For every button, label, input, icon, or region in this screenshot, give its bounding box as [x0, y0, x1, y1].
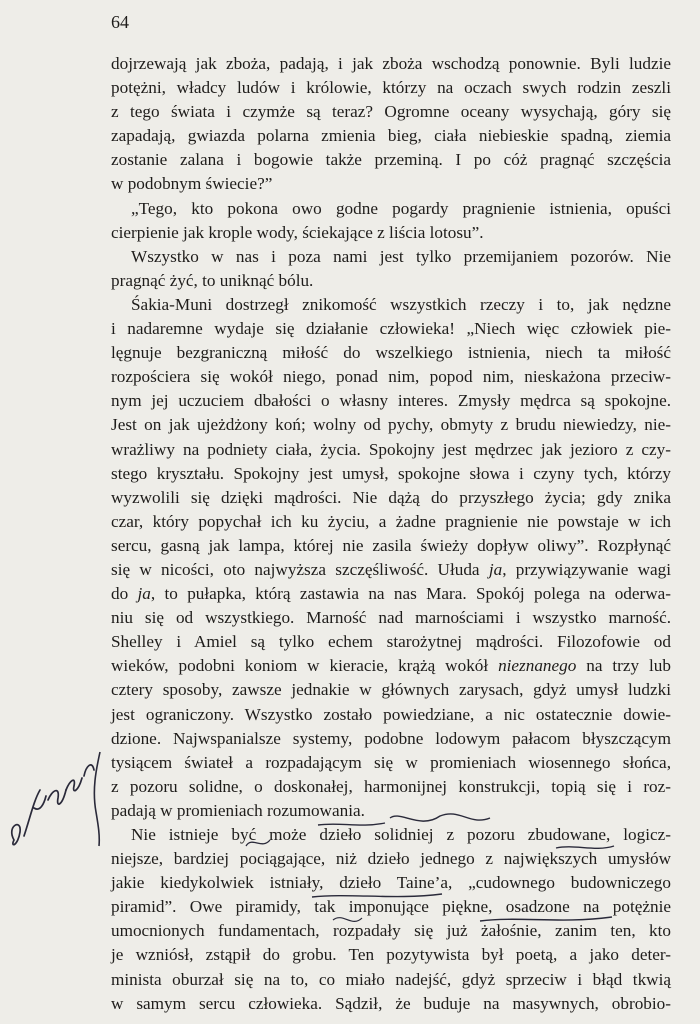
text-line-content: minista oburzał się na to, co miało nadejść, gdyż sprzeciw i błąd tkwią — [111, 969, 671, 989]
text-line — [111, 751, 671, 775]
text-line-content: stego kryształu. Spokojny jest umysł, spokojne słowa i czyny tych, którzy — [111, 463, 671, 483]
text-line-content: w podobnym świecie?” — [111, 174, 273, 194]
text-line — [111, 172, 671, 196]
text-line — [111, 365, 671, 389]
text-line-content: z pozoru solidne, o doskonałej, harmonijnej konstrukcji, topią się i roz- — [111, 776, 671, 796]
text-line — [111, 654, 671, 678]
text-line — [111, 703, 671, 727]
text-line-content: potężni, władcy ludów i królowie, którzy na oczach swych rodzin zeszli — [111, 78, 671, 98]
text-line — [111, 968, 671, 992]
text-line-content: jakie kiedykolwiek istniały, dzieło Taine’a, „cudownego budowniczego — [111, 873, 671, 893]
text-line-content: i nadaremne wydaje się działanie człowieka! „Niech więc człowiek pie- — [111, 319, 671, 339]
text-line — [111, 148, 671, 172]
page-number: 64 — [111, 12, 129, 32]
text-line — [111, 221, 671, 245]
text-line — [111, 534, 671, 558]
text-line-content: Wszystko w nas i poza nami jest tylko przemijaniem pozorów. Nie — [131, 246, 671, 266]
text-line — [111, 799, 671, 823]
text-line — [111, 895, 671, 919]
text-line — [111, 52, 671, 76]
text-line-content: Nie istnieje być może dzieło solidniej z pozoru zbudowane, logicz- — [131, 825, 671, 844]
text-line — [111, 245, 671, 269]
text-line-content: Śakia-Muni dostrzegł znikomość wszystkich rzeczy i to, jak nędzne — [131, 294, 671, 314]
text-line-content: dojrzewają jak zboża, padają, i jak zboża wschodzą ponownie. Byli ludzie — [111, 54, 671, 73]
text-line — [111, 462, 671, 486]
text-line — [111, 558, 671, 582]
margin-bracket — [94, 752, 100, 846]
text-line — [111, 413, 671, 437]
text-line-content: dzione. Najwspanialsze systemy, podobne lodowym pałacom błyszczącym — [111, 728, 671, 748]
text-line-content: do — [111, 584, 138, 604]
text-line — [111, 486, 671, 510]
text-line — [111, 197, 671, 221]
text-line — [111, 992, 671, 1016]
text-line-content: czar, który popychał ich ku życiu, a żadne pragnienie nie powstaje w ich — [111, 511, 671, 531]
text-line-content: rozpościera się wokół niego, ponad nim, popod nim, nieskażona przeciw- — [111, 367, 671, 387]
text-line-content: zapadają, gwiazda polarna zmienia bieg, ciała niebieskie spadną, ziemia — [111, 126, 671, 146]
text-line — [111, 76, 671, 100]
handwritten-margin-note — [12, 765, 94, 845]
text-line-content: jest ograniczony. Wszystko zostało powiedziane, a nic ostatecznie dowie- — [111, 704, 671, 724]
text-line — [111, 871, 671, 895]
text-line-content: padają w promieniach rozumowania. — [111, 800, 365, 820]
text-line-content: się w nicości, oto najwyższa szczęśliwość. Ułuda — [111, 559, 489, 579]
text-line — [111, 438, 671, 462]
italic-word: ja — [137, 584, 151, 604]
text-line-content: cztery sposoby, zawsze jednakie w głównych zarysach, gdyż umysł ludzki — [111, 680, 671, 700]
text-line-content: je wzniósł, zstąpił do grobu. Ten pozytywista był poetą, a jako deter- — [111, 945, 671, 965]
text-line — [111, 823, 671, 847]
text-line-content: Jest on jak ujeżdżony koń; wolny od pychy, obmyty z brudu niewiedzy, nie- — [111, 415, 671, 435]
text-line-continuation: , to pułapka, którą zastawia na nas Mara. Spokój polega na oderwa- — [150, 584, 671, 604]
text-line — [111, 317, 671, 341]
text-line-content: lęgnuje bezgraniczną miłość do wszelkiego istnienia, niech ta miłość — [111, 343, 671, 363]
text-line-content: niejsze, bardziej pociągające, niż dzieło jednego z największych umysłów — [111, 849, 671, 869]
text-line — [111, 775, 671, 799]
italic-word: nieznanego — [498, 656, 577, 676]
text-line — [111, 510, 671, 534]
body-text — [111, 52, 671, 1016]
text-line — [111, 919, 671, 943]
text-line — [111, 269, 671, 293]
text-line — [111, 727, 671, 751]
text-line-content: sercu, gasną jak lampa, której nie zasila świeży dopływ oliwy”. Rozpłynąć — [111, 535, 671, 555]
text-line-content: pragnąć żyć, to uniknąć bólu. — [111, 270, 314, 290]
text-line-content: umocnionych fundamentach, rozpadały się już żałośnie, zanim ten, kto — [111, 921, 671, 941]
text-line-content: nym jej uczuciem dbałości o własny interes. Zmysły mędrca są spokojne. — [111, 391, 671, 411]
text-line-content: zostanie zalana i bogowie także przeminą. I po cóż pragnąć szczęścia — [111, 150, 671, 170]
text-line — [111, 124, 671, 148]
text-line-content: Shelley i Amiel są tylko echem starożytnej mądrości. Filozofowie od — [111, 632, 671, 652]
text-line — [111, 293, 671, 317]
text-line-content: z tego świata i czymże są teraz? Ogromne oceany wysychają, góry się — [111, 102, 671, 122]
text-line — [111, 389, 671, 413]
text-line-content: wyzwolili się dzięki mądrości. Nie dążą do przyszłego życia; gdy znika — [111, 487, 671, 507]
text-line-content: wrażliwy na podniety ciała, życia. Spokojny jest mędrzec jak jezioro z czy- — [111, 439, 671, 459]
text-line — [111, 678, 671, 702]
text-line-content: w samym sercu człowieka. Sądził, że buduje na masywnych, obrobio- — [111, 993, 671, 1013]
text-line-continuation: na trzy lub — [576, 656, 671, 676]
text-line-content: „Tego, kto pokona owo godne pogardy pragnienie istnienia, opuści — [131, 198, 671, 218]
text-line — [111, 582, 671, 606]
text-line-content: piramid”. Owe piramidy, tak imponujące piękne, osadzone na potężnie — [111, 897, 671, 917]
text-line — [111, 341, 671, 365]
text-line-content: niu się od wszystkiego. Marność nad marnościami i wszystko marność. — [111, 608, 671, 628]
text-line-continuation: , przywiązywanie wagi — [502, 559, 672, 579]
text-line — [111, 847, 671, 871]
text-line — [111, 606, 671, 630]
text-line — [111, 100, 671, 124]
text-line — [111, 943, 671, 967]
text-line — [111, 630, 671, 654]
text-line-content: wieków, podobni koniom w kieracie, krążą wokół — [111, 656, 499, 676]
text-line-content: cierpienie jak krople wody, ściekające z liścia lotosu”. — [111, 222, 484, 242]
italic-word: ja — [488, 559, 503, 579]
text-line-content: tysiącem świateł a rozpadającym się w promieniach wiosennego słońca, — [111, 752, 671, 772]
